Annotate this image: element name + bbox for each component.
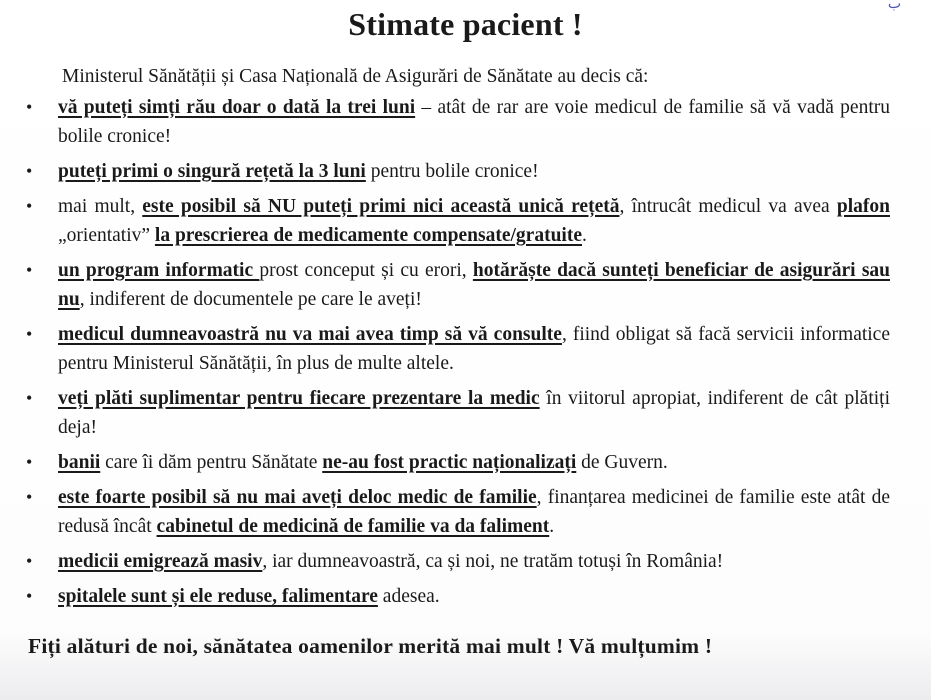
list-item: • medicul dumneavoastră nu va mai avea timp să vă consulte, fiind obligat să facă servicii informatice pentru Ministerul Sănătății, în plus de multe altele. <box>18 320 890 378</box>
list-item: • este foarte posibil să nu mai aveți deloc medic de familie, finanțarea medicinei de familie este atât de redusă încât cabinetul de medicină de familie va da faliment. <box>18 483 890 541</box>
list-item: • un program informatic prost conceput și cu erori, hotărăște dacă sunteți beneficiar de asigurări sau nu, indiferent de documentele pe care le aveți! <box>18 256 890 314</box>
bullet-icon: • <box>26 260 33 280</box>
bullet-icon: • <box>26 324 33 344</box>
list-item: • banii care îi dăm pentru Sănătate ne-au fost practic naționalizați de Guvern. <box>18 448 890 477</box>
page-title: Stimate pacient ! <box>348 6 583 42</box>
list-item: • mai mult, este posibil să NU puteți primi nici această unică rețetă, întrucât medicul va avea plafon „orientativ” la prescrierea de medicamente compensate/gratuite. <box>18 192 890 250</box>
list-item: • veți plăti suplimentar pentru fiecare prezentare la medic în viitorul apropiat, indiferent de cât plătiți deja! <box>18 384 890 442</box>
closing-message: Fiți alături de noi, sănătatea oamenilor merită mai mult ! Vă mulțumim ! <box>28 634 713 658</box>
bullet-icon: • <box>26 196 33 216</box>
intro-text: Ministerul Sănătății și Casa Națională de Asigurări de Sănătate au decis că: <box>62 66 649 87</box>
pen-mark: ب <box>887 0 901 12</box>
list-item: • vă puteți simți rău doar o dată la trei luni – atât de rar are voie medicul de familie să vă vadă pentru bolile cronice! <box>18 93 890 151</box>
bullet-icon: • <box>26 161 33 181</box>
bullet-icon: • <box>26 586 33 606</box>
bullet-icon: • <box>26 487 33 507</box>
list-item: • spitalele sunt și ele reduse, falimentare adesea. <box>18 582 890 611</box>
points-list <box>18 93 890 617</box>
bullet-icon: • <box>26 452 33 472</box>
bullet-icon: • <box>26 97 33 117</box>
bullet-icon: • <box>26 551 33 571</box>
list-item: • puteți primi o singură rețetă la 3 luni pentru bolile cronice! <box>18 157 890 186</box>
list-item: • medicii emigrează masiv, iar dumneavoastră, ca și noi, ne tratăm totuși în România! <box>18 547 890 576</box>
bullet-icon: • <box>26 388 33 408</box>
